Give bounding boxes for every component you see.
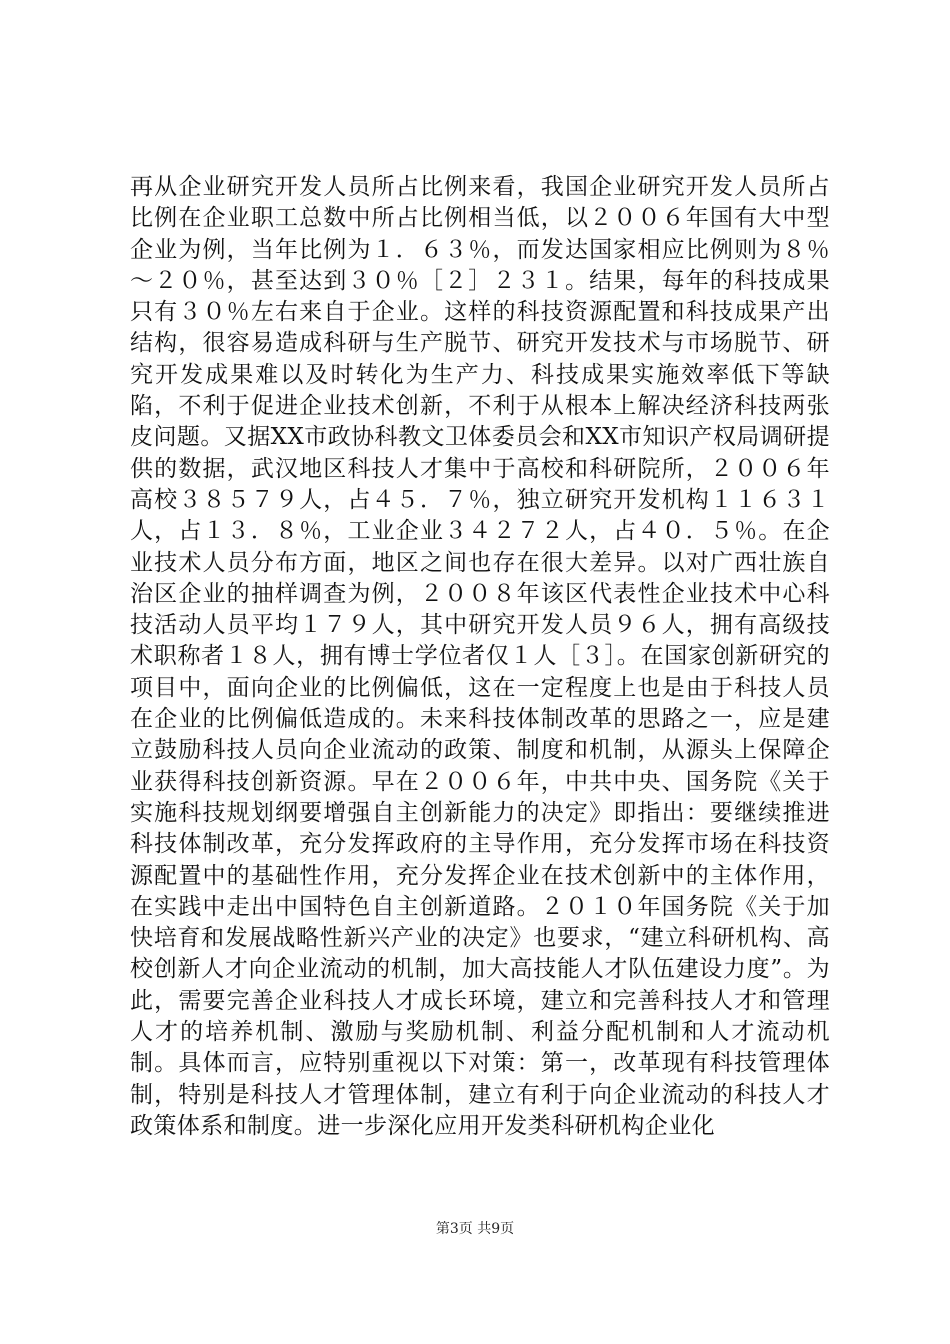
page-footer: 第3页 共9页 xyxy=(435,1221,515,1237)
body-paragraph: 再从企业研究开发人员所占比例来看，我国企业研究开发人员所占比例在企业职工总数中所占比例相当低，以２００６年国有大中型企业为例，当年比例为１．６３％，而发达国家相应比例则为８％～２０％，甚至达到３０％［２］２３１。结果，每年的科技成果只有３０％左右来自于企业。这样的科技资源配置和科技成果产出结构，很容易造成科研与生产脱节、研究开发技术与市场脱节、研究开发成果难以及时转化为生产力、科技成果实施效率低下等缺陷，不利于促进企业技术创新，不利于从根本上解决经济科技两张皮问题。又据XX市政协科教文卫体委员会和XX市知识产权局调研提供的数据，武汉地区科技人才集中于高校和科研院所，２００６年高校３８５７９人，占４５．７％，独立研究开发机构１１６３１人，占１３．８％，工业企业３４２７２人，占４０．５％。在企业技术人员分布方面，地区之间也存在很大差异。以对广西壮族自治区企业的抽样调查为例，２００８年该区代表性企业技术中心科技活动人员平均１７９人，其中研究开发人员９６人，拥有高级技术职称者１８人，拥有博士学位者仅１人［３］。在国家创新研究的项目中，面向企业的比例偏低，这在一定程度上也是由于科技人员在企业的比例偏低造成的。未来科技体制改革的思路之一，应是建立鼓励科技人员向企业流动的政策、制度和机制，从源头上保障企业获得科技创新资源。早在２００６年，中共中央、国务院《关于实施科技规划纲要增强自主创新能力的决定》即指出：要继续推进科技体制改革，充分发挥政府的主导作用，充分发挥市场在科技资源配置中的基础性作用，充分发挥企业在技术创新中的主体作用，在实践中走出中国特色自主创新道路。２０１０年国务院《关于加快培育和发展战略性新兴产业的决定》也要求，“建立科研机构、高校创新人才向企业流动的机制，加大高技能人才队伍建设力度”。为此，需要完善企业科技人才成长环境，建立和完善科技人才和管理人才的培养机制、激励与奖励机制、利益分配机制和人才流动机制。具体而言，应特别重视以下对策：第一，改革现有科技管理体制，特别是科技人才管理体制，建立有利于向企业流动的科技人才政策体系和制度。进一步深化应用开发类科研机构企业化 xyxy=(130,174,830,1139)
